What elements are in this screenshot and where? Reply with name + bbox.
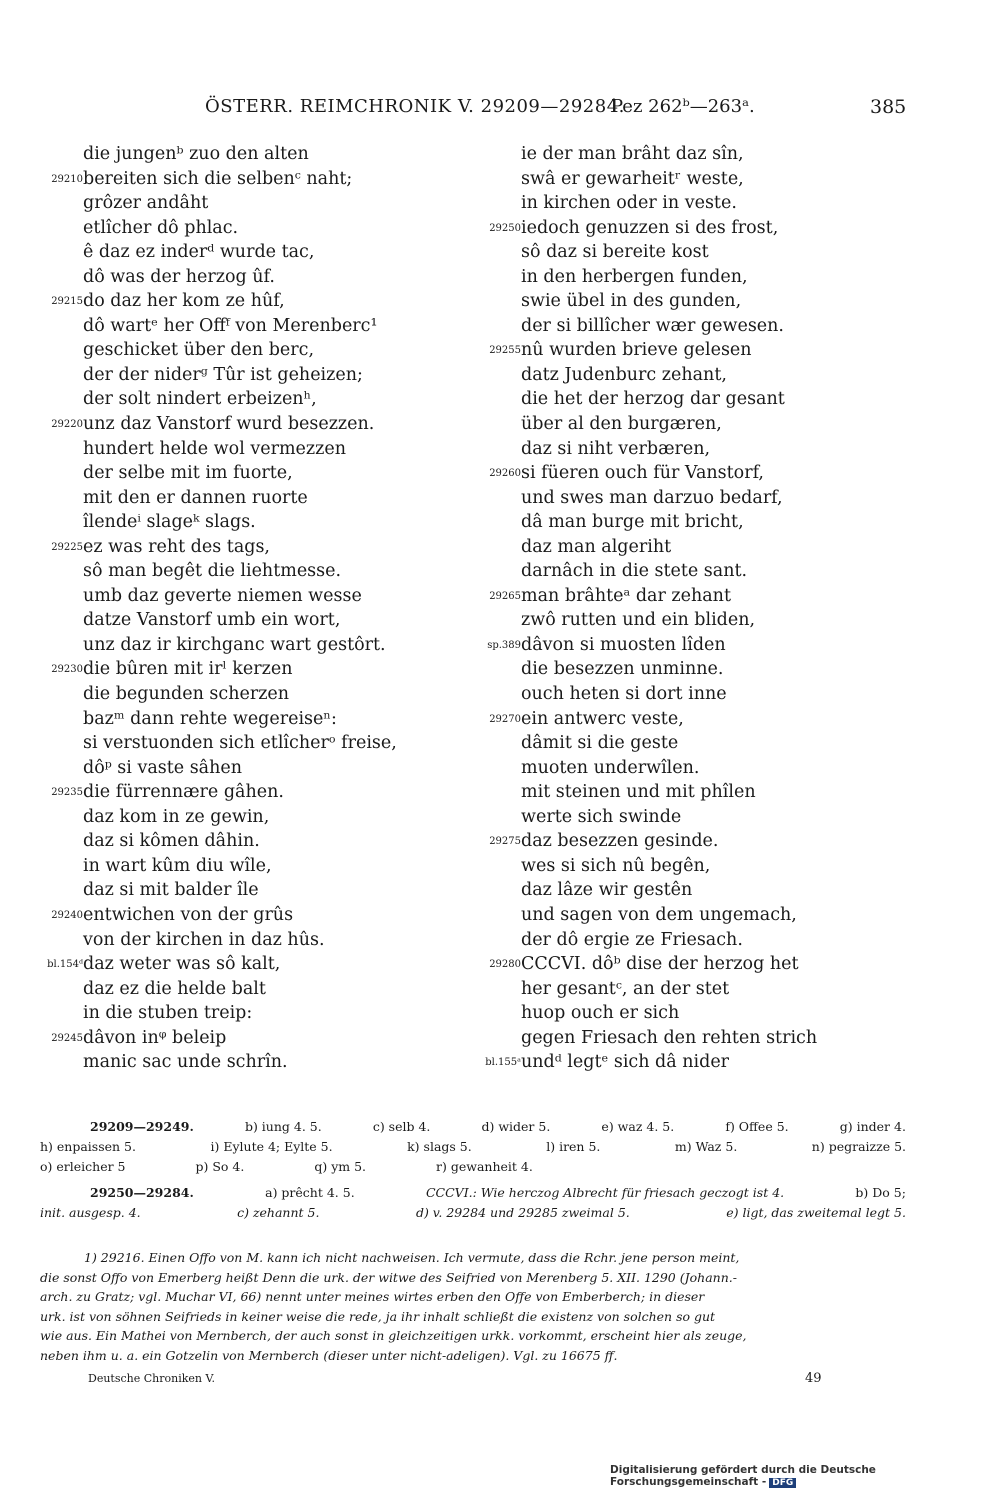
footnote-line: die sonst Offo von Emerberg heißt Denn die urk. der witwe des Seifried von Merenberg 5. XII. 1290 (Johann.- xyxy=(40,1269,737,1285)
verse-line xyxy=(40,437,480,462)
apparatus-block-1 xyxy=(40,1117,906,1177)
variant-note: b) Do 5; xyxy=(855,1185,906,1200)
verse-text: ie der man brâht daz sîn, xyxy=(521,144,744,164)
series-title: Deutsche Chroniken V. xyxy=(88,1372,215,1385)
verse-line xyxy=(478,167,918,192)
variant-note: k) slags 5. xyxy=(407,1139,472,1154)
verse-text: in wart kûm diu wîle, xyxy=(83,855,272,876)
verse-line xyxy=(478,952,918,977)
apparatus-line xyxy=(40,1157,906,1177)
verse-line xyxy=(478,289,918,314)
verse-text: der si billîcher wær gewesen. xyxy=(521,315,784,336)
verse-line xyxy=(478,363,918,388)
verse-line xyxy=(40,977,480,1002)
verse-line xyxy=(478,216,918,241)
verse-line xyxy=(478,240,918,265)
verse-line xyxy=(40,633,480,658)
variant-note: e) ligt, das zweitemal legt 5. xyxy=(726,1205,906,1220)
verse-line xyxy=(478,437,918,462)
line-number: 29245 xyxy=(51,1032,83,1044)
variant-note: e) waz 4. 5. xyxy=(601,1119,675,1134)
verse-text: daz si niht verbæren, xyxy=(521,438,711,459)
verse-text: daz si mit balder île xyxy=(83,880,259,901)
variant-note: c) selb 4. xyxy=(372,1119,431,1134)
verse-line xyxy=(40,608,480,633)
verse-text: die begunden scherzen xyxy=(83,684,290,705)
verse-line xyxy=(478,780,918,805)
verse-text: manic sac unde schrîn. xyxy=(83,1052,288,1073)
variant-note: f) Offee 5. xyxy=(725,1119,789,1134)
verse-line xyxy=(40,289,480,314)
variant-note: n) pegraizze 5. xyxy=(811,1139,906,1154)
verse-line xyxy=(40,535,480,560)
line-number: bl.154ᵈ xyxy=(47,959,83,971)
verse-line xyxy=(478,977,918,1002)
verse-text: sô daz si bereite kost xyxy=(521,242,709,263)
footnote-line: arch. zu Gratz; vgl. Muchar VI, 66) nennt unter meines wirtes erben den Offe von Emberberch; in dieser xyxy=(40,1289,705,1304)
verse-text: entwichen von der grûs xyxy=(83,904,294,925)
verse-text: in kirchen oder in veste. xyxy=(521,193,737,214)
verse-line xyxy=(40,265,480,290)
verse-text: hundert helde wol vermezzen xyxy=(83,438,346,459)
line-number: 29270 xyxy=(489,713,521,725)
verse-line xyxy=(478,559,918,584)
dfg-logo: DFG xyxy=(769,1478,796,1488)
verse-line xyxy=(40,805,480,830)
verse-line xyxy=(478,535,918,560)
apparatus-range: 29250—29284. xyxy=(90,1185,194,1200)
verse-text: zwô rutten und ein bliden, xyxy=(521,610,756,631)
verse-text: nû wurden brieve gelesen xyxy=(521,340,752,361)
verse-line xyxy=(40,363,480,388)
verse-line xyxy=(40,903,480,928)
line-number: bl.155ᵃ xyxy=(485,1057,521,1069)
variant-note: o) erleicher 5 xyxy=(40,1159,126,1174)
variant-note: CCCVI.: Wie herczog Albrecht für friesach geczogt ist 4. xyxy=(425,1185,785,1200)
apparatus-line xyxy=(40,1183,906,1203)
verse-line xyxy=(40,1026,480,1051)
verse-line xyxy=(478,387,918,412)
verse-text: die besezzen unminne. xyxy=(521,659,724,680)
verse-line xyxy=(40,167,480,192)
variant-note: g) inder 4. xyxy=(839,1119,906,1134)
verse-line xyxy=(478,461,918,486)
line-number: 29260 xyxy=(489,468,521,480)
verse-line xyxy=(478,142,918,167)
verse-line xyxy=(478,486,918,511)
verse-text: muoten underwîlen. xyxy=(521,757,700,778)
page-number: 385 xyxy=(870,96,907,118)
variant-note: d) wider 5. xyxy=(481,1119,551,1134)
verse-text: huop ouch er sich xyxy=(521,1003,680,1024)
verse-line xyxy=(478,1026,918,1051)
verse-text: gegen Friesach den rehten strich xyxy=(521,1027,818,1048)
footnotes xyxy=(40,1248,906,1365)
verse-line xyxy=(40,657,480,682)
apparatus-block-2 xyxy=(40,1183,906,1223)
verse-text: daz man algeriht xyxy=(521,536,672,557)
verse-text: unz daz ir kirchganc wart gestôrt. xyxy=(83,634,386,655)
line-number: 29280 xyxy=(489,959,521,971)
verse-line xyxy=(478,682,918,707)
footnote-line: 1) 29216. Einen Offo von M. kann ich nicht nachweisen. Ich vermute, dass die Rchr. jene person meint, xyxy=(84,1250,740,1265)
verse-line xyxy=(478,265,918,290)
verse-text: daz besezzen gesinde. xyxy=(521,831,719,852)
verse-text: bazᵐ dann rehte wegereiseⁿ: xyxy=(83,708,337,729)
footnote-line: wie aus. Ein Mathei von Mernberch, der auch sonst in gleichzeitigen urkk. vorkommt, erscheint hier als zeuge, xyxy=(40,1328,747,1343)
verse-text: datze Vanstorf umb ein wort, xyxy=(83,610,341,631)
verse-text: dâvon si muosten lîden xyxy=(521,634,726,655)
verse-line xyxy=(478,903,918,928)
verse-line xyxy=(478,756,918,781)
verse-text: die fürrennære gâhen. xyxy=(83,782,284,803)
verse-text: die bûren mit irˡ kerzen xyxy=(83,659,293,680)
verse-line xyxy=(478,314,918,339)
variant-note: q) ym 5. xyxy=(314,1159,367,1174)
verse-text: dôᵖ si vaste sâhen xyxy=(83,757,243,778)
verse-line xyxy=(40,510,480,535)
verse-text: ez was reht des tags, xyxy=(83,536,270,557)
verse-text: und sagen von dem ungemach, xyxy=(521,904,797,925)
line-number: 29275 xyxy=(489,836,521,848)
line-number: 29240 xyxy=(51,909,83,921)
verse-text: undᵈ legtᵉ sich dâ nider xyxy=(521,1052,730,1073)
verse-line xyxy=(478,584,918,609)
line-number: 29230 xyxy=(51,664,83,676)
verse-text: iedoch genuzzen si des frost, xyxy=(521,217,779,238)
verse-text: dô was der herzog ûf. xyxy=(83,266,275,287)
verse-line xyxy=(478,878,918,903)
verse-text: ein antwerc veste, xyxy=(521,708,684,729)
verse-text: umb daz geverte niemen wesse xyxy=(83,585,362,606)
funding-notice xyxy=(610,1464,1000,1488)
verse-text: in den herbergen funden, xyxy=(521,266,748,287)
verse-line xyxy=(40,191,480,216)
running-title: ÖSTERR. REIMCHRONIK V. 29209—29284. xyxy=(205,96,625,117)
verse-text: man brâhteᵃ dar zehant xyxy=(521,585,731,606)
footnote-line: urk. ist von söhnen Seifrieds in keiner weise die rede, ja ihr inhalt schließt die existenz von solchen so gut xyxy=(40,1308,716,1324)
verse-text: die het der herzog dar gesant xyxy=(521,389,785,410)
verse-text: do daz her kom ze hûf, xyxy=(83,291,285,312)
verse-text: dâvon inᵠ beleip xyxy=(83,1027,227,1048)
variant-note: b) iung 4. 5. xyxy=(244,1119,322,1134)
verse-line xyxy=(478,854,918,879)
pez-reference: Pez 262ᵇ—263ᵃ. xyxy=(611,96,755,117)
line-number: 29250 xyxy=(489,222,521,234)
verse-line xyxy=(40,829,480,854)
verse-line xyxy=(478,608,918,633)
verse-line xyxy=(478,657,918,682)
verse-line xyxy=(40,412,480,437)
verse-text: der der niderᵍ Tûr ist geheizen; xyxy=(83,364,363,385)
verse-line xyxy=(40,707,480,732)
verse-text: ouch heten si dort inne xyxy=(521,684,727,705)
verse-line xyxy=(40,756,480,781)
verse-text: daz ez die helde balt xyxy=(83,978,266,999)
verse-text: si verstuonden sich etlîcherᵒ freise, xyxy=(83,733,397,754)
line-number: 29255 xyxy=(489,345,521,357)
apparatus-line xyxy=(40,1117,906,1137)
left-verse-column xyxy=(40,142,480,1075)
verse-text: werte sich swinde xyxy=(521,806,682,827)
verse-line xyxy=(40,682,480,707)
verse-text: mit steinen und mit phîlen xyxy=(521,782,756,803)
right-verse-column xyxy=(478,142,918,1075)
verse-line xyxy=(40,780,480,805)
verse-text: her gesantᶜ, an der stet xyxy=(521,978,730,999)
verse-text: daz kom in ze gewin, xyxy=(83,806,270,827)
footnote-line: neben ihm u. a. ein Gotzelin von Mernberch (dieser unter nicht-adeligen). Vgl. zu 16675 ff. xyxy=(40,1347,618,1363)
verse-line xyxy=(478,805,918,830)
variant-note: m) Waz 5. xyxy=(674,1139,738,1154)
verse-text: swâ er gewarheitʳ weste, xyxy=(521,168,744,189)
verse-line xyxy=(40,387,480,412)
verse-line xyxy=(40,314,480,339)
verse-line xyxy=(478,510,918,535)
verse-line xyxy=(40,928,480,953)
variant-note: l) iren 5. xyxy=(546,1139,601,1154)
variant-note: init. ausgesp. 4. xyxy=(40,1205,141,1220)
verse-line xyxy=(478,412,918,437)
verse-text: wes si sich nû begên, xyxy=(521,855,711,876)
verse-text: si füeren ouch für Vanstorf, xyxy=(521,463,764,484)
verse-text: der selbe mit im fuorte, xyxy=(83,463,293,484)
verse-text: der solt nindert erbeizenʰ, xyxy=(83,389,317,410)
verse-text: daz si kômen dâhin. xyxy=(83,831,260,852)
verse-text: daz lâze wir gestên xyxy=(521,880,693,901)
line-number: 29265 xyxy=(489,590,521,602)
verse-text: mit den er dannen ruorte xyxy=(83,487,308,508)
verse-text: dâ man burge mit bricht, xyxy=(521,512,744,533)
verse-line xyxy=(478,928,918,953)
verse-line xyxy=(478,829,918,854)
verse-text: über al den burgæren, xyxy=(521,414,722,435)
apparatus-line xyxy=(40,1137,906,1157)
verse-line xyxy=(40,240,480,265)
variant-note: p) So 4. xyxy=(195,1159,245,1174)
page-header xyxy=(0,96,1000,124)
verse-line xyxy=(40,1050,480,1075)
verse-text: daz weter was sô kalt, xyxy=(83,954,281,975)
line-number: 29225 xyxy=(51,541,83,553)
verse-line xyxy=(40,559,480,584)
verse-text: ê daz ez inderᵈ wurde tac, xyxy=(83,242,315,263)
signature-mark: 49 xyxy=(805,1371,822,1386)
verse-line xyxy=(40,1001,480,1026)
verse-text: bereiten sich die selbenᶜ naht; xyxy=(83,168,353,189)
verse-text: dâmit si die geste xyxy=(521,733,679,754)
apparatus-range: 29209—29249. xyxy=(90,1119,194,1134)
verse-line xyxy=(40,461,480,486)
line-number: 29220 xyxy=(51,419,83,431)
verse-text: datz Judenburc zehant, xyxy=(521,364,727,385)
variant-note: r) gewanheit 4. xyxy=(436,1159,533,1174)
verse-text: sô man begêt die liehtmesse. xyxy=(83,561,342,582)
verse-text: und swes man darzuo bedarf, xyxy=(521,487,783,508)
variant-note: i) Eylute 4; Eylte 5. xyxy=(210,1139,333,1154)
verse-line xyxy=(40,338,480,363)
verse-text: dô wartᵉ her Offᶠ von Merenberc¹ xyxy=(83,315,378,336)
verse-line xyxy=(478,633,918,658)
verse-text: die jungenᵇ zuo den alten xyxy=(83,144,309,164)
variant-note: h) enpaissen 5. xyxy=(40,1139,136,1154)
verse-line xyxy=(40,878,480,903)
line-number: 29215 xyxy=(51,296,83,308)
verse-text: îlendeⁱ slageᵏ slags. xyxy=(83,512,256,533)
verse-line xyxy=(478,707,918,732)
verse-line xyxy=(40,486,480,511)
verse-line xyxy=(40,584,480,609)
line-number: 29235 xyxy=(51,787,83,799)
verse-text: geschicket über den berc, xyxy=(83,340,315,361)
line-number: sp.389 xyxy=(487,639,521,651)
verse-text: swie übel in des gunden, xyxy=(521,291,742,312)
verse-text: grôzer andâht xyxy=(83,193,209,214)
verse-line xyxy=(478,338,918,363)
critical-apparatus xyxy=(40,1117,906,1229)
variant-note: a) prêcht 4. 5. xyxy=(265,1185,355,1200)
apparatus-line xyxy=(40,1203,906,1223)
verse-line xyxy=(40,952,480,977)
verse-line xyxy=(478,731,918,756)
verse-text: von der kirchen in daz hûs. xyxy=(83,929,325,950)
verse-line xyxy=(478,191,918,216)
verse-line xyxy=(40,731,480,756)
verse-line xyxy=(40,142,480,167)
verse-text: unz daz Vanstorf wurd besezzen. xyxy=(83,414,375,435)
verse-text: CCCVI. dôᵇ dise der herzog het xyxy=(521,954,799,975)
variant-note: c) zehannt 5. xyxy=(237,1205,320,1220)
verse-text: darnâch in die stete sant. xyxy=(521,561,748,582)
verse-line xyxy=(478,1050,918,1075)
verse-line xyxy=(478,1001,918,1026)
verse-line xyxy=(40,854,480,879)
line-number: 29210 xyxy=(51,173,83,185)
funding-text: Digitalisierung gefördert durch die Deutsche Forschungsgemeinschaft - xyxy=(610,1464,876,1488)
verse-text: etlîcher dô phlac. xyxy=(83,217,239,238)
verse-text: der dô ergie ze Friesach. xyxy=(521,929,743,950)
verse-line xyxy=(40,216,480,241)
variant-note: d) v. 29284 und 29285 zweimal 5. xyxy=(415,1205,630,1220)
verse-text: in die stuben treip: xyxy=(83,1003,253,1024)
